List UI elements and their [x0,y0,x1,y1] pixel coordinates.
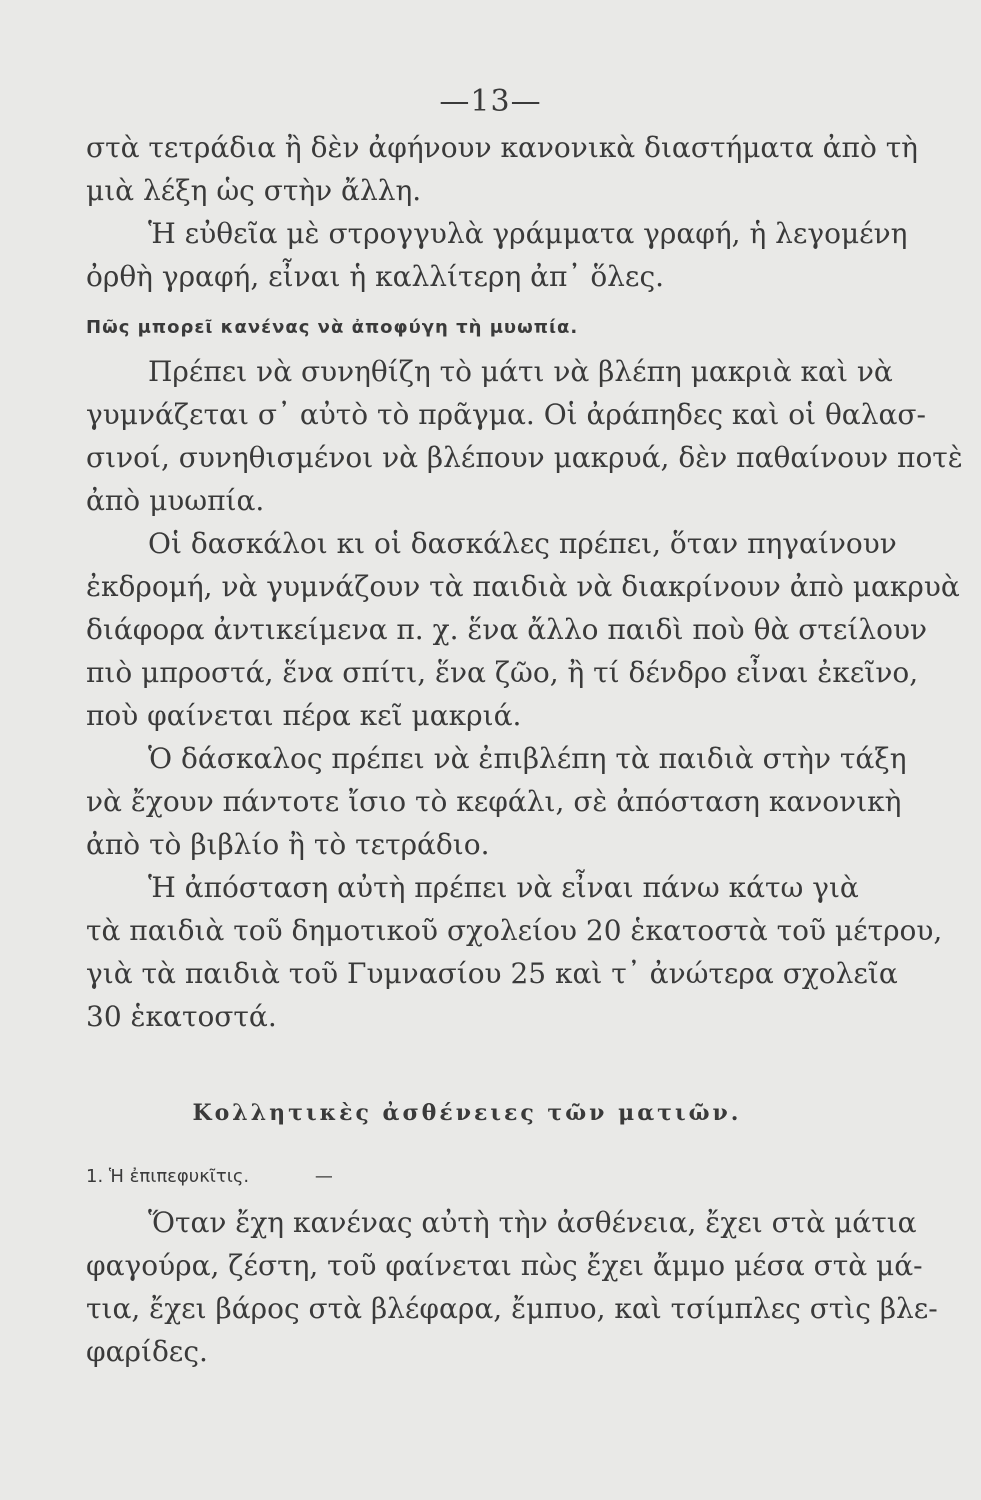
text-line: Ἡ εὐθεῖα μὲ στρογγυλὰ γράμματα γραφή, ἡ λεγομένη [148,217,908,250]
subsection-title: Ἡ ἐπιπεφυκῖτις. [108,1166,250,1187]
text-line: Ὅταν ἔχη κανένας αὐτὴ τὴν ἀσθένεια, ἔχει στὰ μάτια [148,1206,917,1239]
text-line: ὀρθὴ γραφή, εἶναι ἡ καλλίτερη ἀπ᾽ ὅλες. [86,260,665,293]
text-line: 30 ἑκατοστά. [86,1000,277,1033]
text-line: ἐκδρομή, νὰ γυμνάζουν τὰ παιδιὰ νὰ διακρίνουν ἀπὸ μακρυὰ [86,570,960,603]
heading-myopia: Πῶς μπορεῖ κανένας νὰ ἀποφύγη τὴ μυωπία. [86,317,579,338]
text-line: ἀπὸ μυωπία. [86,484,265,517]
page-number: —13— [439,84,542,119]
text-line: φαρίδες. [86,1335,208,1368]
text-line: στὰ τετράδια ἢ δὲν ἀφήνουν κανονικὰ διαστήματα ἀπὸ τὴ [86,131,918,164]
page-body [86,126,963,1373]
text-line: Ἡ ἀπόσταση αὐτὴ πρέπει νὰ εἶναι πάνω κάτω γιὰ [148,871,859,904]
section-title: Κολλητικὲς ἀσθένειες τῶν ματιῶν. [192,1100,742,1126]
text-line: φαγούρα, ζέστη, τοῦ φαίνεται πὼς ἔχει ἄμμο μέσα στὰ μά- [86,1249,923,1282]
subsection-number: 1. [86,1166,104,1187]
text-line: τὰ παιδιὰ τοῦ δημοτικοῦ σχολείου 20 ἑκατοστὰ τοῦ μέτρου, [86,914,943,947]
text-line: γυμνάζεται σ᾽ αὐτὸ τὸ πρᾶγμα. Οἱ ἀράπηδες καὶ οἱ θαλασ- [86,398,926,431]
text-line: διάφορα ἀντικείμενα π. χ. ἕνα ἄλλο παιδὶ ποὺ θὰ στείλουν [86,613,927,646]
subsection-dash: — [314,1166,333,1187]
text-line: νὰ ἔχουν πάντοτε ἴσιο τὸ κεφάλι, σὲ ἀπόσταση κανονικὴ [86,785,902,818]
text-line: Πρέπει νὰ συνηθίζη τὸ μάτι νὰ βλέπη μακριὰ καὶ νὰ [148,355,893,388]
text-line: ἀπὸ τὸ βιβλίο ἢ τὸ τετράδιο. [86,828,490,861]
subsection-heading [86,1155,848,1201]
text-line: τια, ἔχει βάρος στὰ βλέφαρα, ἔμπυο, καὶ τσίμπλες στὶς βλε- [86,1292,938,1325]
text-line: γιὰ τὰ παιδιὰ τοῦ Γυμνασίου 25 καὶ τ᾽ ἀνώτερα σχολεῖα [86,957,898,990]
text-line: Ὁ δάσκαλος πρέπει νὰ ἐπιβλέπη τὰ παιδιὰ στὴν τάξη [148,742,907,775]
text-line: σινοί, συνηθισμένοι νὰ βλέπουν μακρυά, δὲν παθαίνουν ποτὲ [86,441,963,474]
text-line: ποὺ φαίνεται πέρα κεῖ μακριά. [86,699,522,732]
text-line: πιὸ μπροστά, ἕνα σπίτι, ἕνα ζῶο, ἢ τί δένδρο εἶναι ἐκεῖνο, [86,656,919,689]
text-line: Οἱ δασκάλοι κι οἱ δασκάλες πρέπει, ὅταν πηγαίνουν [148,527,897,560]
text-line: μιὰ λέξη ὡς στὴν ἄλλη. [86,174,422,207]
